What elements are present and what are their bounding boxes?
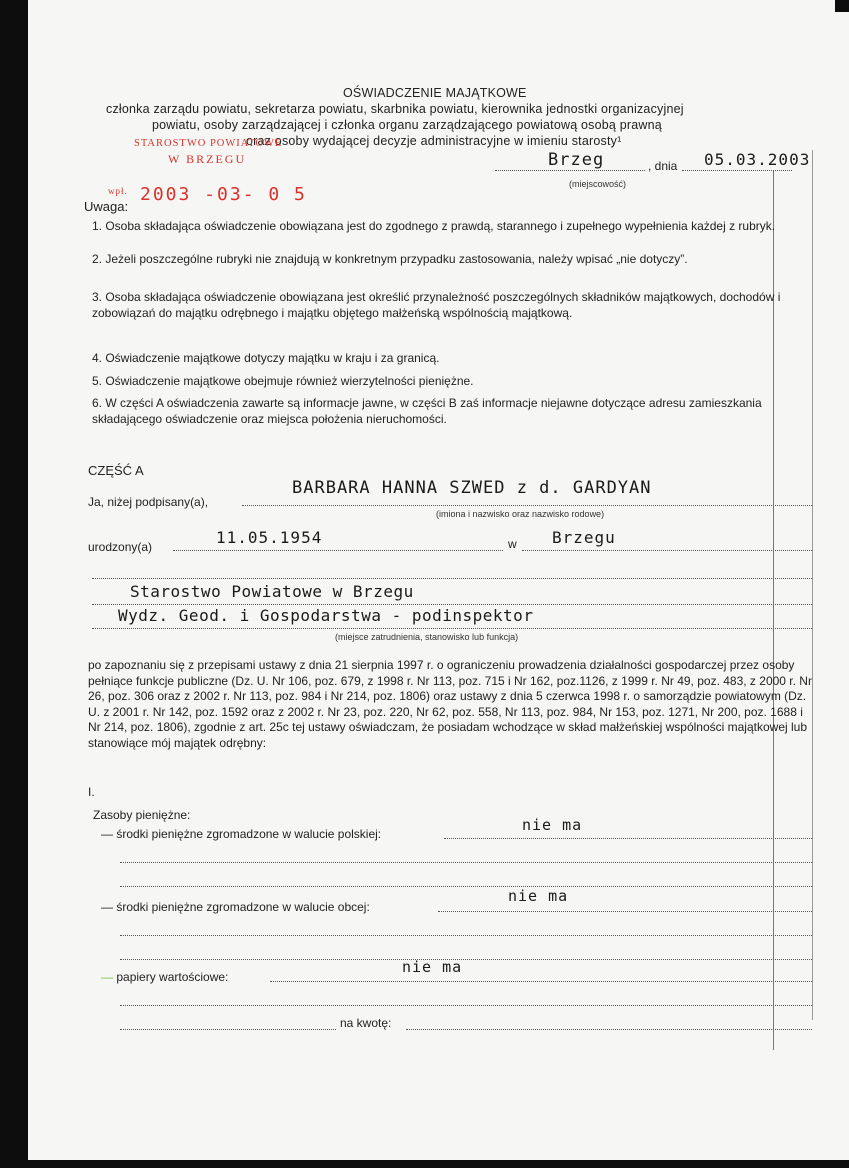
stamp-office-line2: W BRZEGU (168, 152, 247, 166)
born-date-line (173, 550, 503, 551)
securities-label-text: papiery wartościowe: (116, 970, 229, 984)
date-line (682, 170, 792, 171)
securities-label: — papiery wartościowe: (101, 970, 229, 984)
legal-paragraph (88, 658, 812, 751)
amount-label: na kwotę: (340, 1016, 392, 1030)
place-caption: (miejscowość) (569, 179, 627, 189)
declarant-caption: (imiona i nazwisko oraz nazwisko rodowe) (436, 509, 605, 519)
foreign-extra-line-1 (120, 935, 812, 936)
born-label: urodzony(a) (88, 540, 153, 554)
place-line (495, 170, 645, 171)
section-i-heading: I. (88, 785, 95, 799)
born-place-label: w (508, 537, 517, 551)
part-a-heading: CZĘŚĆ A (88, 463, 144, 478)
note-item-2 (92, 252, 812, 268)
note-item-6 (92, 396, 812, 427)
date-label: , dnia (648, 159, 678, 173)
declarant-line (242, 505, 812, 506)
amount-prefix-line (120, 1029, 336, 1030)
note-1-text: 1. Osoba składająca oświadczenie obowiązana jest do zgodnego z prawdą, starannego i zupełnego wypełnienia każdej z rubryk. (92, 219, 776, 233)
employment-caption: (miejsce zatrudnienia, stanowisko lub funkcja) (335, 632, 519, 642)
doc-title: OŚWIADCZENIE MAJĄTKOWE (343, 86, 527, 100)
securities-extra-line (120, 1005, 812, 1006)
stamp-office-line1: STAROSTWO POWIATOWE (134, 138, 283, 149)
foreign-extra-line-2 (120, 959, 812, 960)
amount-line (406, 1029, 812, 1030)
employment-line-1 (92, 604, 812, 605)
pln-value: nie ma (522, 816, 583, 834)
note-item-1 (92, 219, 812, 235)
securities-line (270, 981, 812, 982)
pln-label: — środki pieniężne zgromadzone w walucie polskiej: (101, 827, 382, 841)
note-item-4 (92, 351, 812, 367)
born-place-line (522, 550, 812, 551)
scan-border-left (0, 0, 28, 1168)
doc-subtitle-line2: powiatu, osoby zarządzającej i członka organu zarządzającego powiatową osobą prawną (152, 118, 662, 132)
doc-subtitle-line3: oraz osoby wydającej decyzje administracyjne w imieniu starosty¹ (246, 134, 622, 148)
foreign-line (438, 911, 812, 912)
note-6-text: 6. W części A oświadczenia zawarte są informacje jawne, w części B zaś informacje niejawne dotyczące adresu zamieszkania składającego oświadczenie oraz miejsca położenia nieruchomości. (92, 396, 762, 426)
declarant-value: BARBARA HANNA SZWED z d. GARDYAN (292, 478, 652, 498)
place-value: Brzeg (548, 150, 605, 170)
doc-subtitle-line1: członka zarządu powiatu, sekretarza powiatu, skarbnika powiatu, kierownika jednostki organizacyjnej (106, 102, 684, 116)
stamp-received-label: wpł. (108, 186, 128, 196)
blank-line-1 (92, 578, 812, 579)
note-heading: Uwaga: (84, 199, 129, 214)
employment-value-1: Starostwo Powiatowe w Brzegu (130, 582, 414, 601)
securities-value: nie ma (402, 958, 463, 976)
pln-line (444, 838, 812, 839)
note-5-text: 5. Oświadczenie majątkowe obejmuje również wierzytelności pieniężne. (92, 374, 474, 388)
note-item-3 (92, 290, 812, 321)
employment-value-2: Wydz. Geod. i Gospodarstwa - podinspektor (118, 606, 534, 625)
legal-paragraph-text: po zapoznaniu się z przepisami ustawy z dnia 21 sierpnia 1997 r. o ograniczeniu prowadzenia działalności gospodarczej przez osoby pełniące funkcje publiczne (Dz. U. Nr 106, poz. 679, z 1998 r. Nr 113, poz. 715 i Nr 162, poz.1126, z 1999 r. Nr 49, poz. 483, z 2000 r. Nr 26, poz. 306 oraz z 2002 r. Nr 113, poz. 984 i Nr 214, poz. 1806) oraz ustawy z dnia 5 czerwca 1998 r. o samorządzie powiatowym (Dz. U. z 2001 r. Nr 142, poz. 1592 oraz z 2002 r. Nr 23, poz. 220, Nr 62, poz. 558, Nr 113, poz. 984, Nr 153, poz. 1271, Nr 200, poz. 1688 i Nr 214, poz. 1806), zgodnie z art. 25c tej ustawy oświadczam, że posiadam wchodzące w skład małżeńskiej wspólności majątkowej lub stanowiące mój majątek odrębny: (88, 658, 812, 750)
cash-resources-label: Zasoby pieniężne: (93, 808, 191, 822)
foreign-label: — środki pieniężne zgromadzone w walucie obcej: (101, 900, 370, 914)
foreign-value: nie ma (508, 887, 569, 905)
employment-line-2 (92, 628, 812, 629)
note-3-text: 3. Osoba składająca oświadczenie obowiązana jest określić przynależność poszczególnych składników majątkowych, dochodów i zobowiązań do majątku odrębnego i majątku objętego małżeńską wspólnością majątkową. (92, 290, 781, 320)
note-item-5 (92, 374, 812, 390)
date-value: 05.03.2003 (704, 150, 811, 169)
scan-border-bottom (0, 1160, 849, 1168)
pln-extra-line-2 (120, 886, 812, 887)
stamp-received-date: 2003 -03- 0 5 (140, 184, 307, 205)
born-place-value: Brzegu (552, 528, 616, 547)
note-4-text: 4. Oświadczenie majątkowe dotyczy majątku w kraju i za granicą. (92, 351, 440, 365)
born-date-value: 11.05.1954 (216, 528, 323, 547)
margin-line-right (812, 150, 813, 1020)
pln-extra-line-1 (120, 862, 812, 863)
scan-corner (835, 0, 849, 12)
paper-sheet (28, 0, 849, 1160)
note-2-text: 2. Jeżeli poszczególne rubryki nie znajdują w konkretnym przypadku zastosowania, należy wpisać „nie dotyczy”. (92, 252, 688, 266)
declarant-label: Ja, niżej podpisany(a), (88, 495, 209, 509)
